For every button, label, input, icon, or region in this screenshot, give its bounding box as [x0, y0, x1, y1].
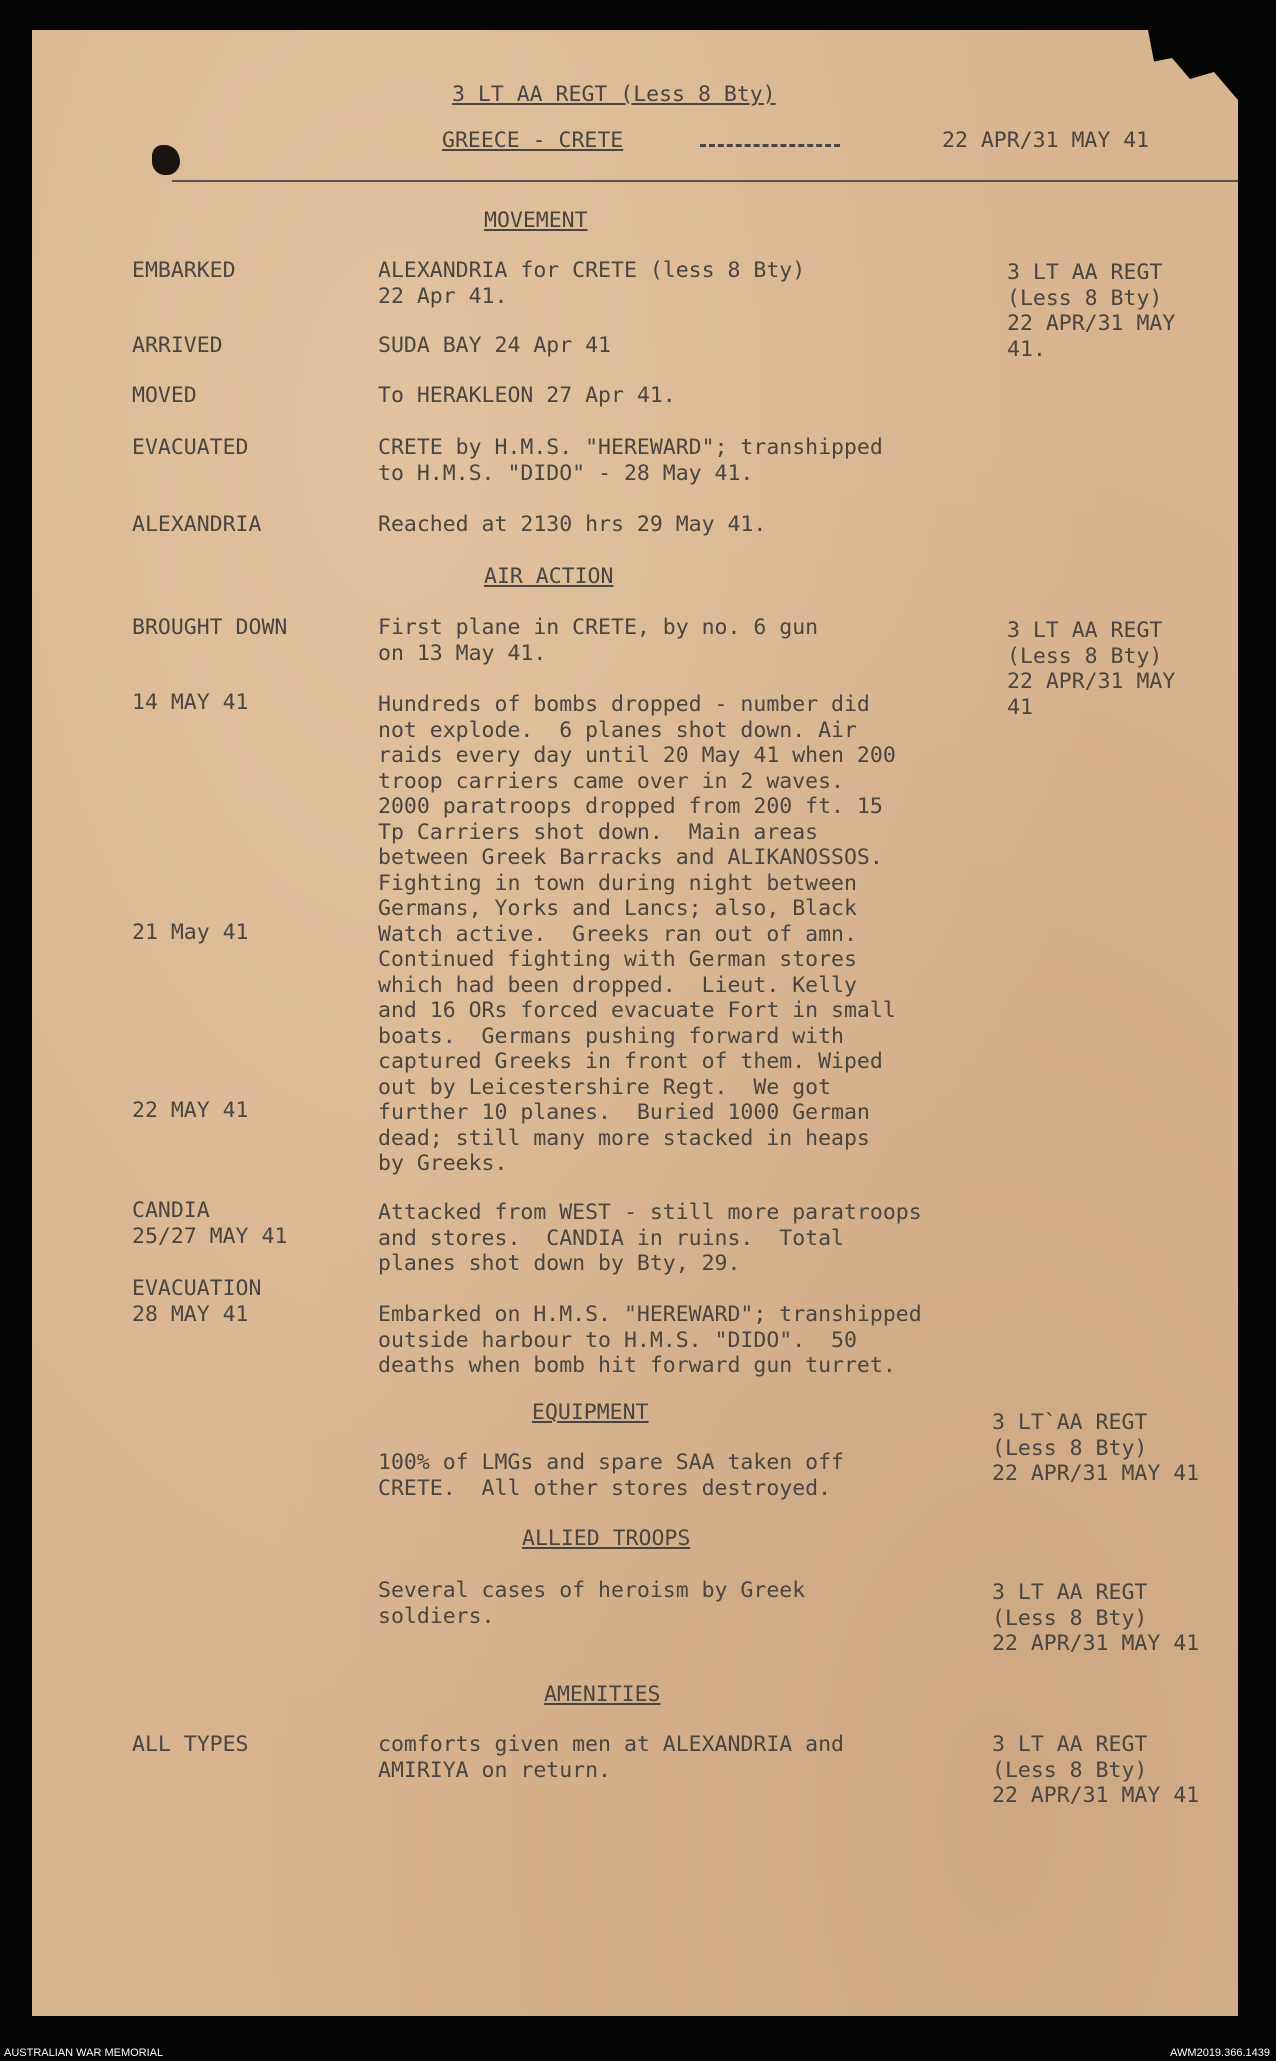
footer-accession-number: AWM2019.366.1439	[1170, 2047, 1270, 2059]
entry-text-evacuation: Embarked on H.M.S. "HEREWARD"; transhipped outside harbour to H.M.S. "DIDO". 50 deaths when bomb hit forward gun turret.	[378, 1302, 922, 1378]
entry-text-brought-down: First plane in CRETE, by no. 6 gun on 13 May 41.	[378, 615, 819, 666]
margin-stamp-2: 3 LT AA REGT (Less 8 Bty) 22 APR/31 MAY 41	[1007, 618, 1176, 720]
date-label-14-may: 14 MAY 41	[132, 690, 249, 715]
date-range-heading: 22 APR/31 MAY 41	[942, 128, 1150, 153]
entry-label-embarked: EMBARKED	[132, 258, 236, 283]
location-heading: GREECE - CRETE	[442, 128, 624, 153]
section-equipment: EQUIPMENT	[532, 1400, 649, 1425]
entry-label-alexandria: ALEXANDRIA	[132, 512, 262, 537]
entry-label-brought-down: BROUGHT DOWN	[132, 615, 288, 640]
date-label-22-may: 22 MAY 41	[132, 1098, 249, 1123]
section-movement: MOVEMENT	[484, 208, 588, 233]
title-underline-dashes	[700, 144, 840, 147]
margin-stamp-3: 3 LT`AA REGT (Less 8 Bty) 22 APR/31 MAY 41	[992, 1410, 1200, 1486]
allied-troops-text: Several cases of heroism by Greek soldiers.	[378, 1578, 806, 1629]
equipment-text: 100% of LMGs and spare SAA taken off CRETE. All other stores destroyed.	[378, 1450, 844, 1501]
amenities-text: comforts given men at ALEXANDRIA and AMIRIYA on return.	[378, 1732, 844, 1783]
torn-corner	[1118, 30, 1238, 100]
entry-text-arrived: SUDA BAY 24 Apr 41	[378, 333, 611, 358]
margin-stamp-1: 3 LT AA REGT (Less 8 Bty) 22 APR/31 MAY 41.	[1007, 260, 1176, 362]
punch-hole	[152, 145, 180, 175]
entry-label-evacuated: EVACUATED	[132, 435, 249, 460]
section-amenities: AMENITIES	[544, 1682, 661, 1707]
footer-archive-name: AUSTRALIAN WAR MEMORIAL	[4, 2047, 164, 2059]
air-action-narrative: Hundreds of bombs dropped - number did not explode. 6 planes shot down. Air raids every day until 20 May 41 when 200 troop carriers came over in 2 waves. 2000 paratroops dropped from 200 ft. 15 Tp Carriers shot down. Main areas between Greek Barracks and ALIKANOSSOS. Fighting in town during night between Germans, Yorks and Lancs; also, Black Watch active. Greeks ran out of amn. Continued fighting with German stores which had been dropped. Lieut. Kelly and 16 ORs forced evacuate Fort in small boats. Germans pushing forward with captured Greeks in front of them. Wiped out by Leicestershire Regt. We got further 10 planes. Buried 1000 German dead; still many more stacked in heaps by Greeks.	[378, 692, 896, 1176]
entry-label-all-types: ALL TYPES	[132, 1732, 249, 1757]
header-rule	[172, 180, 1238, 182]
document-page	[32, 30, 1238, 2016]
entry-label-moved: MOVED	[132, 383, 197, 408]
entry-label-evacuation: EVACUATION 28 MAY 41	[132, 1276, 262, 1327]
section-allied-troops: ALLIED TROOPS	[522, 1526, 691, 1551]
entry-text-alexandria: Reached at 2130 hrs 29 May 41.	[378, 512, 767, 537]
date-label-21-may: 21 May 41	[132, 920, 249, 945]
entry-text-candia: Attacked from WEST - still more paratroops and stores. CANDIA in ruins. Total planes shot down by Bty, 29.	[378, 1200, 922, 1276]
entry-text-evacuated: CRETE by H.M.S. "HEREWARD"; transhipped to H.M.S. "DIDO" - 28 May 41.	[378, 435, 883, 486]
entry-label-candia: CANDIA 25/27 MAY 41	[132, 1198, 288, 1249]
margin-stamp-4: 3 LT AA REGT (Less 8 Bty) 22 APR/31 MAY 41	[992, 1580, 1200, 1656]
entry-text-moved: To HERAKLEON 27 Apr 41.	[378, 383, 676, 408]
section-air-action: AIR ACTION	[484, 564, 614, 589]
margin-stamp-5: 3 LT AA REGT (Less 8 Bty) 22 APR/31 MAY 41	[992, 1732, 1200, 1808]
entry-text-embarked: ALEXANDRIA for CRETE (less 8 Bty) 22 Apr 41.	[378, 258, 806, 309]
document-title: 3 LT AA REGT (Less 8 Bty)	[452, 82, 776, 107]
entry-label-arrived: ARRIVED	[132, 333, 223, 358]
